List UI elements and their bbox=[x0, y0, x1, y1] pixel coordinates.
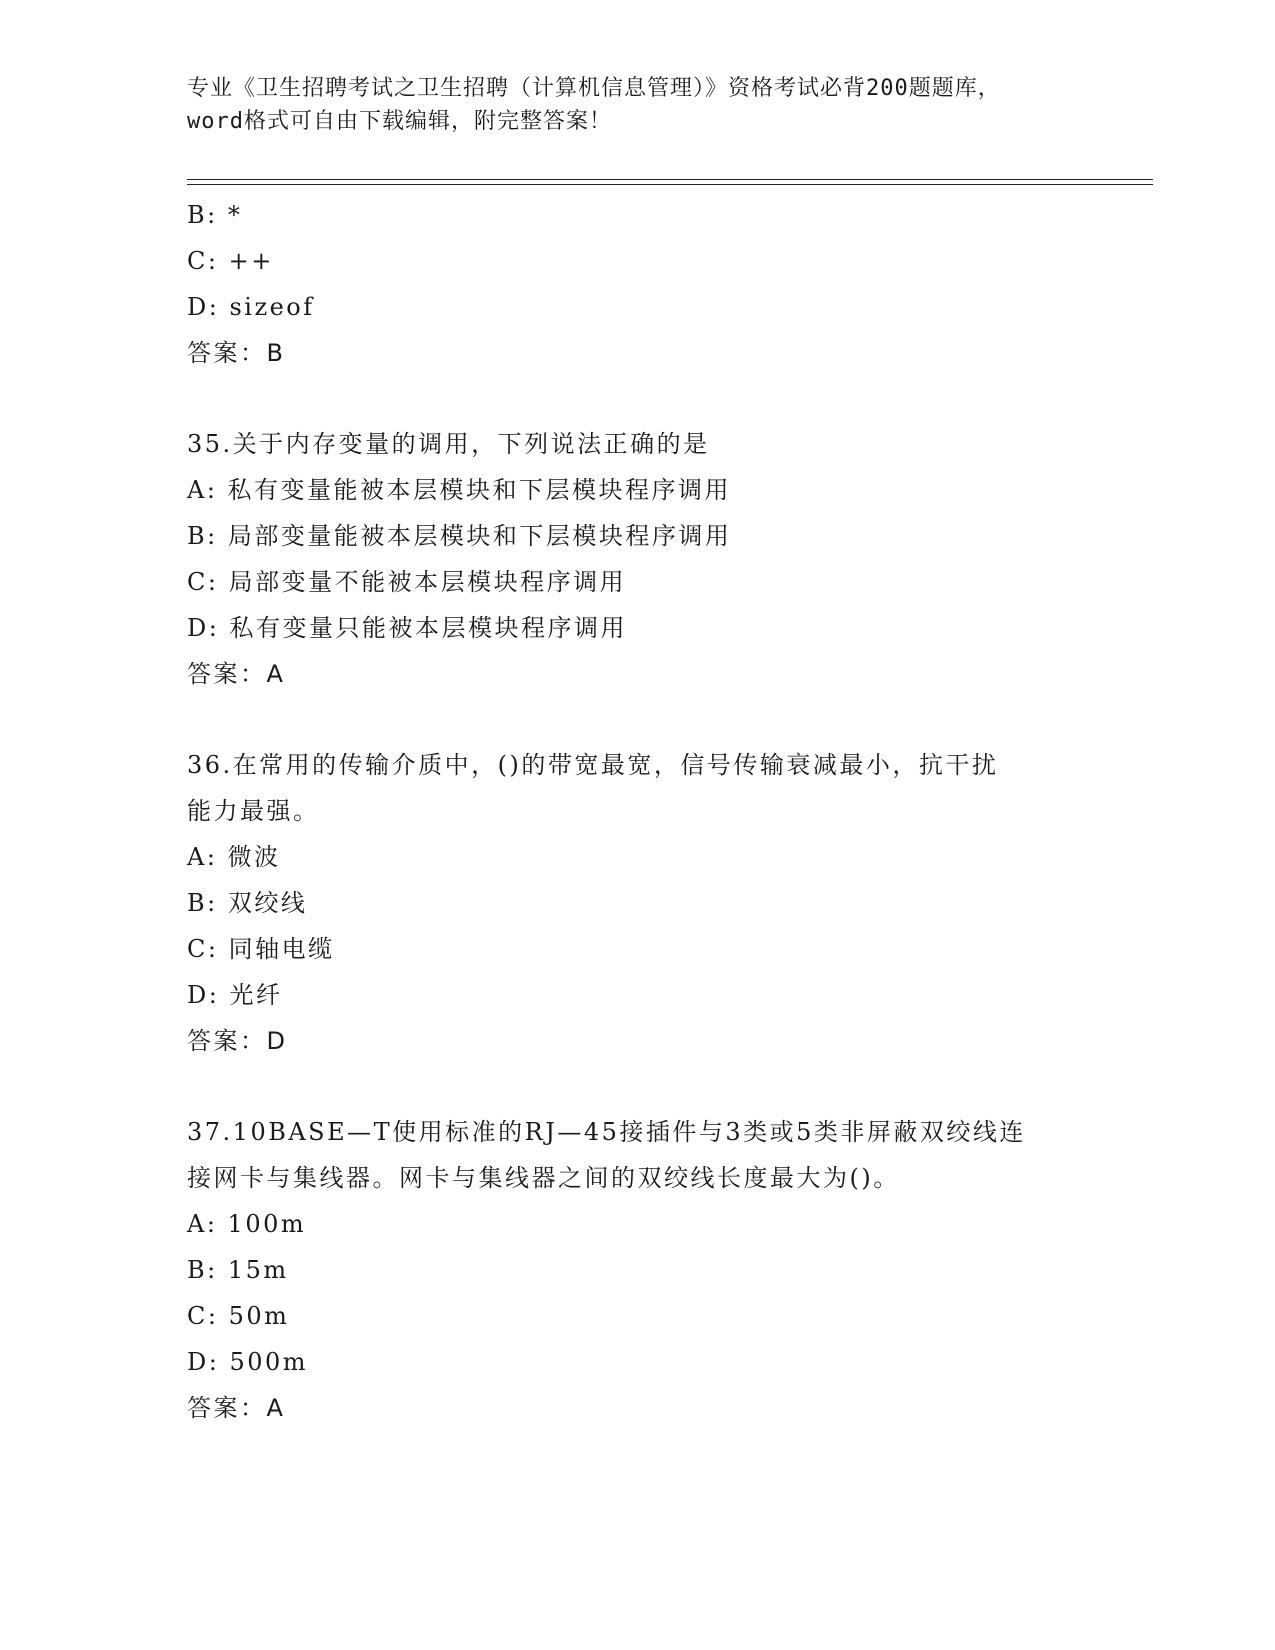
option-c: C: 50m bbox=[187, 1302, 290, 1330]
header-line-1: 专业《卫生招聘考试之卫生招聘（计算机信息管理）》资格考试必背200题题库， bbox=[187, 76, 1001, 101]
question-stem: 35.关于内存变量的调用，下列说法正确的是 bbox=[187, 430, 710, 458]
question-stem-line-1: 37.10BASE—T使用标准的RJ—45接插件与3类或5类非屏蔽双绞线连 bbox=[187, 1118, 1026, 1146]
question-list bbox=[187, 192, 1087, 1431]
answer: 答案：B bbox=[187, 339, 286, 367]
option-c: C: 同轴电缆 bbox=[187, 935, 335, 963]
answer: 答案：A bbox=[187, 1394, 286, 1422]
option-a: A: 私有变量能被本层模块和下层模块程序调用 bbox=[187, 476, 732, 504]
question-36 bbox=[187, 742, 1087, 1064]
option-b: B: * bbox=[187, 201, 243, 229]
question-37 bbox=[187, 1109, 1087, 1431]
option-c: C: ++ bbox=[187, 247, 274, 275]
header-rule-bottom bbox=[187, 184, 1153, 185]
answer: 答案：A bbox=[187, 660, 286, 688]
question-stem-line-2: 能力最强。 bbox=[187, 797, 320, 825]
document-header bbox=[187, 72, 1087, 138]
answer: 答案：D bbox=[187, 1027, 288, 1055]
option-a: A: 微波 bbox=[187, 843, 281, 871]
option-d: D: 私有变量只能被本层模块程序调用 bbox=[187, 614, 627, 642]
option-a: A: 100m bbox=[187, 1210, 307, 1238]
header-rule-top bbox=[187, 179, 1153, 180]
question-stem-line-1: 36.在常用的传输介质中，()的带宽最宽，信号传输衰减最小，抗干扰 bbox=[187, 751, 999, 779]
option-b: B: 双绞线 bbox=[187, 889, 308, 917]
option-d: D: 500m bbox=[187, 1348, 309, 1376]
question-35 bbox=[187, 421, 1087, 697]
option-d: D: sizeof bbox=[187, 293, 315, 321]
header-line-2: word格式可自由下载编辑，附完整答案！ bbox=[187, 109, 612, 134]
option-b: B: 局部变量能被本层模块和下层模块程序调用 bbox=[187, 522, 732, 550]
option-c: C: 局部变量不能被本层模块程序调用 bbox=[187, 568, 627, 596]
option-d: D: 光纤 bbox=[187, 981, 283, 1009]
option-b: B: 15m bbox=[187, 1256, 289, 1284]
question-34 bbox=[187, 192, 1087, 376]
question-stem-line-2: 接网卡与集线器。网卡与集线器之间的双绞线长度最大为()。 bbox=[187, 1164, 900, 1192]
